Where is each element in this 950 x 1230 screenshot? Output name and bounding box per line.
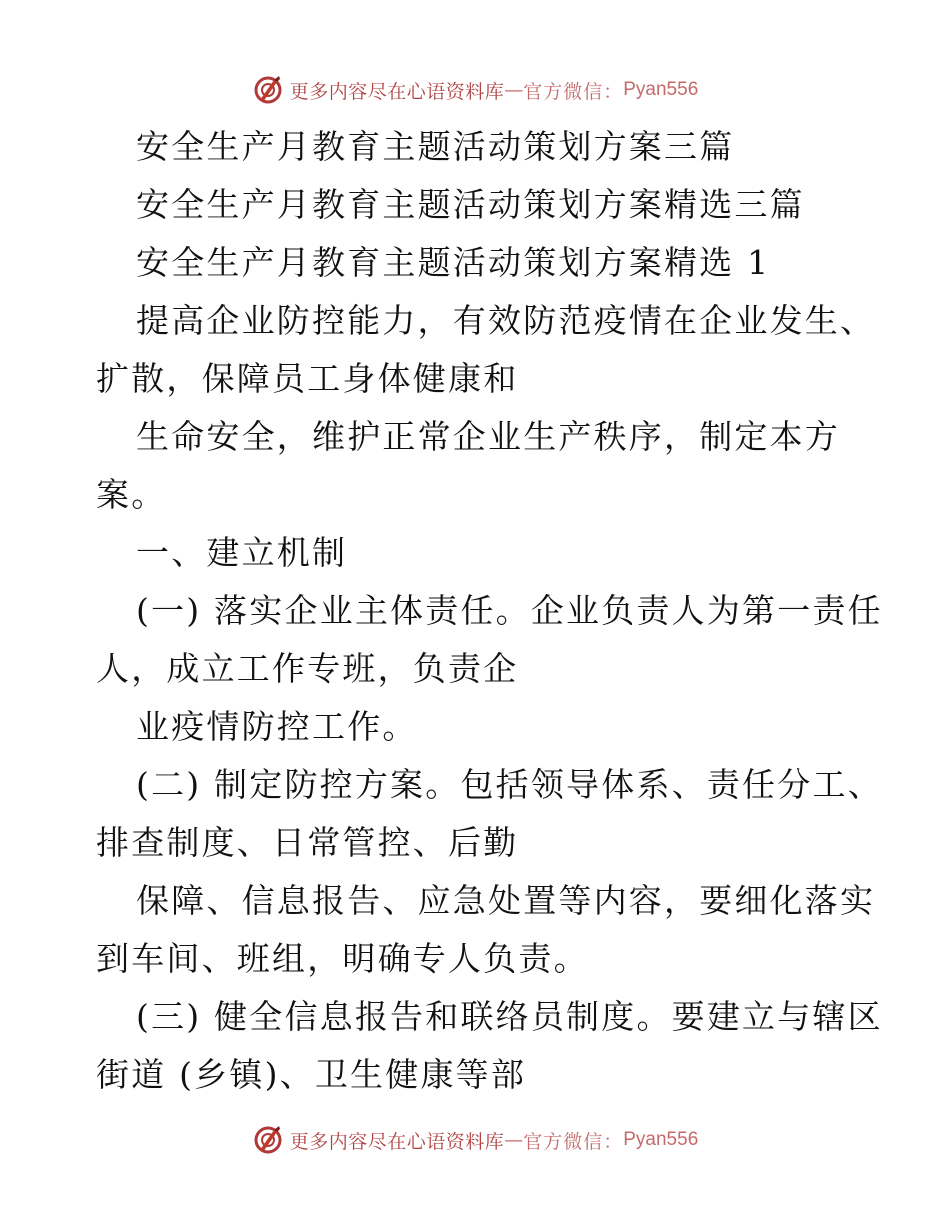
paragraph-line: 保障、信息报告、应急处置等内容，要细化落实 xyxy=(136,881,876,920)
paragraph-line: 扩散，保障员工身体健康和 xyxy=(96,359,519,398)
paragraph-line: 街道 (乡镇)、卫生健康等部 xyxy=(96,1055,527,1094)
document-subtitle: 安全生产月教育主题活动策划方案精选三篇 xyxy=(136,185,805,224)
watermark-label: 官方微信： xyxy=(523,80,624,103)
watermark-separator: — xyxy=(504,79,524,101)
document-title: 安全生产月教育主题活动策划方案三篇 xyxy=(136,127,735,166)
document-body xyxy=(96,118,883,1104)
brush-pen-logo-icon xyxy=(252,1124,284,1156)
paragraph-line: (二) 制定防控方案。包括领导体系、责任分工、 xyxy=(136,765,883,804)
paragraph-line: 业疫情防控工作。 xyxy=(136,707,418,746)
section-heading: 安全生产月教育主题活动策划方案精选 1 xyxy=(136,243,771,282)
watermark-wechat-id: Pyan556 xyxy=(623,1129,699,1150)
paragraph-line: (三) 健全信息报告和联络员制度。要建立与辖区 xyxy=(136,997,883,1036)
header-watermark xyxy=(0,70,950,110)
paragraph-line: 人，成立工作专班，负责企 xyxy=(96,649,519,688)
paragraph-line: 到车间、班组，明确专人负责。 xyxy=(96,939,589,978)
watermark-separator: — xyxy=(504,1129,524,1151)
watermark-text: 更多内容尽在心语资料库 xyxy=(289,80,505,103)
paragraph-line: 案。 xyxy=(96,475,167,514)
footer-watermark xyxy=(0,1120,950,1160)
watermark-wechat-id: Pyan556 xyxy=(623,79,699,100)
paragraph-line: (一) 落实企业主体责任。企业负责人为第一责任 xyxy=(136,591,883,630)
paragraph-line: 生命安全，维护正常企业生产秩序，制定本方 xyxy=(136,417,840,456)
paragraph-line: 提高企业防控能力，有效防范疫情在企业发生、 xyxy=(136,301,876,340)
paragraph-line: 排查制度、日常管控、后勤 xyxy=(96,823,519,862)
brush-pen-logo-icon xyxy=(252,74,284,106)
section-heading: 一、建立机制 xyxy=(136,533,348,572)
watermark-label: 官方微信： xyxy=(523,1130,624,1153)
watermark-text: 更多内容尽在心语资料库 xyxy=(289,1130,505,1153)
